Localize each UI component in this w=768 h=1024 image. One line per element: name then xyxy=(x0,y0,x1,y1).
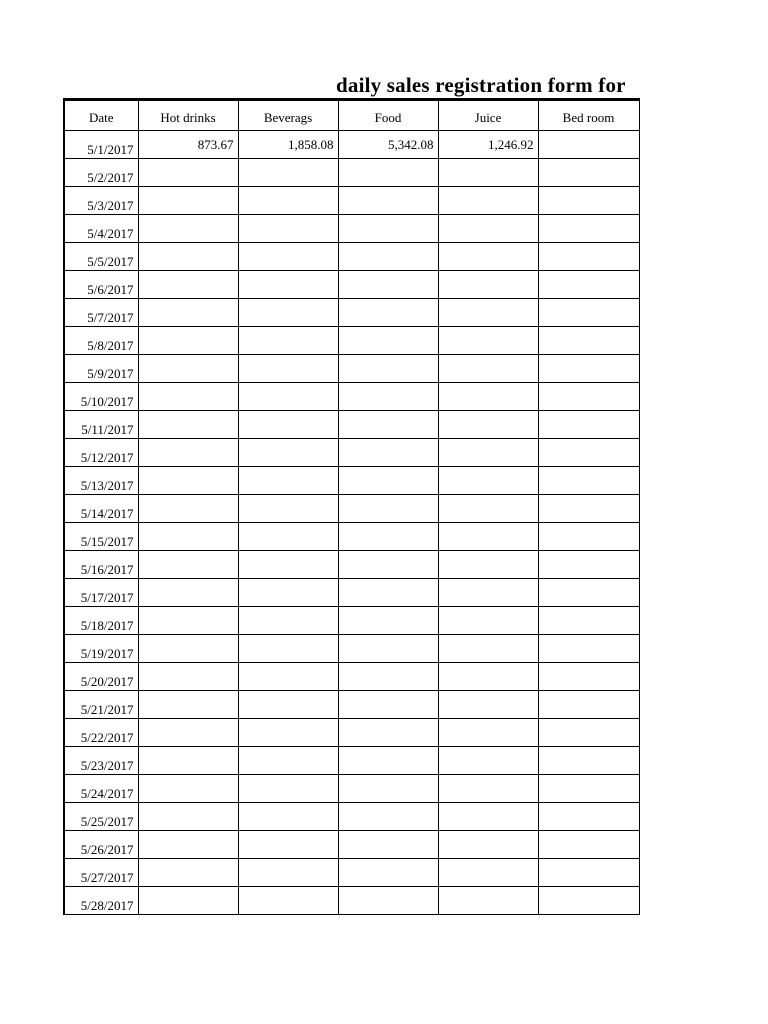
table-row xyxy=(64,495,639,523)
date-cell[interactable]: 5/17/2017 xyxy=(64,579,138,607)
value-cell[interactable] xyxy=(238,495,338,523)
table-row xyxy=(64,551,639,579)
value-cell[interactable] xyxy=(338,383,438,411)
value-cell[interactable] xyxy=(338,271,438,299)
value-cell[interactable] xyxy=(438,719,538,747)
value-cell[interactable] xyxy=(438,271,538,299)
value-cell[interactable] xyxy=(538,159,639,187)
column-header: Date xyxy=(64,100,138,131)
sales-table xyxy=(63,98,640,915)
value-cell[interactable] xyxy=(238,159,338,187)
value-cell[interactable] xyxy=(238,635,338,663)
value-cell[interactable] xyxy=(438,439,538,467)
value-cell[interactable] xyxy=(238,355,338,383)
value-cell[interactable] xyxy=(438,635,538,663)
value-cell[interactable]: 1,246.92 xyxy=(438,131,538,159)
date-cell[interactable]: 5/19/2017 xyxy=(64,635,138,663)
date-cell[interactable]: 5/18/2017 xyxy=(64,607,138,635)
value-cell[interactable] xyxy=(538,327,639,355)
value-cell[interactable] xyxy=(138,635,238,663)
value-cell[interactable] xyxy=(238,719,338,747)
value-cell[interactable] xyxy=(338,579,438,607)
value-cell[interactable] xyxy=(438,859,538,887)
value-cell[interactable] xyxy=(538,691,639,719)
value-cell[interactable] xyxy=(238,551,338,579)
value-cell[interactable] xyxy=(338,747,438,775)
value-cell[interactable] xyxy=(338,215,438,243)
value-cell[interactable] xyxy=(338,187,438,215)
value-cell[interactable] xyxy=(538,523,639,551)
value-cell[interactable] xyxy=(338,831,438,859)
value-cell[interactable] xyxy=(538,187,639,215)
value-cell[interactable] xyxy=(238,579,338,607)
value-cell[interactable] xyxy=(338,859,438,887)
value-cell[interactable] xyxy=(538,439,639,467)
table-row xyxy=(64,579,639,607)
value-cell[interactable] xyxy=(538,243,639,271)
value-cell[interactable] xyxy=(538,775,639,803)
value-cell[interactable] xyxy=(138,439,238,467)
value-cell[interactable] xyxy=(138,243,238,271)
column-header: Juice xyxy=(438,100,538,131)
value-cell[interactable] xyxy=(238,747,338,775)
value-cell[interactable] xyxy=(538,887,639,915)
value-cell[interactable] xyxy=(238,607,338,635)
value-cell[interactable] xyxy=(538,551,639,579)
value-cell[interactable] xyxy=(538,663,639,691)
value-cell[interactable] xyxy=(338,355,438,383)
value-cell[interactable] xyxy=(238,831,338,859)
value-cell[interactable] xyxy=(438,663,538,691)
value-cell[interactable] xyxy=(538,831,639,859)
value-cell[interactable] xyxy=(338,607,438,635)
date-cell[interactable]: 5/28/2017 xyxy=(64,887,138,915)
value-cell[interactable] xyxy=(538,635,639,663)
value-cell[interactable] xyxy=(338,467,438,495)
value-cell[interactable] xyxy=(138,663,238,691)
date-cell[interactable]: 5/15/2017 xyxy=(64,523,138,551)
value-cell[interactable] xyxy=(338,719,438,747)
value-cell[interactable] xyxy=(438,355,538,383)
value-cell[interactable] xyxy=(338,551,438,579)
table-row xyxy=(64,691,639,719)
value-cell[interactable] xyxy=(138,215,238,243)
value-cell[interactable] xyxy=(238,523,338,551)
value-cell[interactable] xyxy=(238,663,338,691)
value-cell[interactable] xyxy=(338,803,438,831)
value-cell[interactable] xyxy=(238,383,338,411)
date-cell[interactable]: 5/26/2017 xyxy=(64,831,138,859)
value-cell[interactable] xyxy=(538,747,639,775)
value-cell[interactable] xyxy=(338,635,438,663)
date-cell[interactable]: 5/20/2017 xyxy=(64,663,138,691)
date-cell[interactable]: 5/3/2017 xyxy=(64,187,138,215)
date-cell[interactable]: 5/8/2017 xyxy=(64,327,138,355)
date-cell[interactable]: 5/24/2017 xyxy=(64,775,138,803)
column-header: Food xyxy=(338,100,438,131)
value-cell[interactable] xyxy=(438,803,538,831)
table-row xyxy=(64,327,639,355)
value-cell[interactable] xyxy=(138,859,238,887)
date-cell[interactable]: 5/7/2017 xyxy=(64,299,138,327)
header-row xyxy=(64,100,639,131)
date-cell[interactable]: 5/25/2017 xyxy=(64,803,138,831)
value-cell[interactable] xyxy=(438,299,538,327)
value-cell[interactable] xyxy=(438,159,538,187)
value-cell[interactable] xyxy=(138,887,238,915)
value-cell[interactable] xyxy=(138,299,238,327)
table-row xyxy=(64,411,639,439)
date-cell[interactable]: 5/10/2017 xyxy=(64,383,138,411)
value-cell[interactable] xyxy=(438,383,538,411)
date-cell[interactable]: 5/12/2017 xyxy=(64,439,138,467)
value-cell[interactable]: 5,342.08 xyxy=(338,131,438,159)
value-cell[interactable] xyxy=(538,719,639,747)
table-row xyxy=(64,187,639,215)
value-cell[interactable] xyxy=(438,523,538,551)
value-cell[interactable] xyxy=(138,495,238,523)
date-cell[interactable]: 5/14/2017 xyxy=(64,495,138,523)
value-cell[interactable] xyxy=(438,411,538,439)
date-cell[interactable]: 5/2/2017 xyxy=(64,159,138,187)
value-cell[interactable] xyxy=(138,579,238,607)
value-cell[interactable] xyxy=(138,523,238,551)
value-cell[interactable] xyxy=(538,495,639,523)
value-cell[interactable] xyxy=(538,467,639,495)
value-cell[interactable] xyxy=(238,803,338,831)
date-cell[interactable]: 5/21/2017 xyxy=(64,691,138,719)
table-row xyxy=(64,439,639,467)
value-cell[interactable] xyxy=(538,411,639,439)
table-row xyxy=(64,859,639,887)
table-row xyxy=(64,719,639,747)
table-row xyxy=(64,607,639,635)
date-cell[interactable]: 5/4/2017 xyxy=(64,215,138,243)
date-cell[interactable]: 5/11/2017 xyxy=(64,411,138,439)
value-cell[interactable] xyxy=(138,411,238,439)
table-row xyxy=(64,355,639,383)
value-cell[interactable] xyxy=(238,299,338,327)
value-cell[interactable] xyxy=(138,187,238,215)
date-cell[interactable]: 5/9/2017 xyxy=(64,355,138,383)
value-cell[interactable] xyxy=(138,747,238,775)
table-row xyxy=(64,131,639,159)
date-cell[interactable]: 5/13/2017 xyxy=(64,467,138,495)
value-cell[interactable] xyxy=(538,607,639,635)
table-row xyxy=(64,243,639,271)
date-cell[interactable]: 5/5/2017 xyxy=(64,243,138,271)
value-cell[interactable] xyxy=(338,159,438,187)
value-cell[interactable] xyxy=(438,691,538,719)
value-cell[interactable] xyxy=(338,327,438,355)
table-row xyxy=(64,299,639,327)
value-cell[interactable] xyxy=(138,383,238,411)
value-cell[interactable] xyxy=(138,271,238,299)
date-cell[interactable]: 5/1/2017 xyxy=(64,131,138,159)
value-cell[interactable] xyxy=(438,775,538,803)
title-area xyxy=(63,70,638,100)
value-cell[interactable] xyxy=(538,579,639,607)
value-cell[interactable] xyxy=(438,243,538,271)
value-cell[interactable] xyxy=(238,215,338,243)
value-cell[interactable] xyxy=(238,271,338,299)
table-row xyxy=(64,159,639,187)
value-cell[interactable] xyxy=(138,831,238,859)
value-cell[interactable] xyxy=(538,803,639,831)
value-cell[interactable] xyxy=(438,831,538,859)
value-cell[interactable] xyxy=(538,355,639,383)
table-row xyxy=(64,383,639,411)
value-cell[interactable]: 1,858.08 xyxy=(238,131,338,159)
value-cell[interactable] xyxy=(238,439,338,467)
table-body xyxy=(64,131,639,915)
column-header: Hot drinks xyxy=(138,100,238,131)
value-cell[interactable] xyxy=(338,299,438,327)
value-cell[interactable] xyxy=(438,747,538,775)
value-cell[interactable] xyxy=(538,383,639,411)
date-cell[interactable]: 5/16/2017 xyxy=(64,551,138,579)
table-row xyxy=(64,775,639,803)
value-cell[interactable] xyxy=(238,243,338,271)
value-cell[interactable] xyxy=(538,131,639,159)
value-cell[interactable] xyxy=(238,859,338,887)
value-cell[interactable] xyxy=(438,327,538,355)
value-cell[interactable] xyxy=(538,271,639,299)
value-cell[interactable] xyxy=(238,467,338,495)
value-cell[interactable] xyxy=(538,215,639,243)
value-cell[interactable] xyxy=(338,439,438,467)
value-cell[interactable] xyxy=(438,607,538,635)
date-cell[interactable]: 5/23/2017 xyxy=(64,747,138,775)
value-cell[interactable] xyxy=(138,551,238,579)
value-cell[interactable] xyxy=(138,327,238,355)
value-cell[interactable] xyxy=(338,887,438,915)
value-cell[interactable] xyxy=(138,691,238,719)
value-cell[interactable] xyxy=(238,187,338,215)
value-cell[interactable] xyxy=(138,467,238,495)
value-cell[interactable] xyxy=(138,719,238,747)
column-header: Bed room xyxy=(538,100,639,131)
value-cell[interactable] xyxy=(138,159,238,187)
value-cell[interactable] xyxy=(438,887,538,915)
value-cell[interactable] xyxy=(438,495,538,523)
table-row xyxy=(64,663,639,691)
value-cell[interactable] xyxy=(138,775,238,803)
value-cell[interactable] xyxy=(238,691,338,719)
table-row xyxy=(64,831,639,859)
value-cell[interactable] xyxy=(138,607,238,635)
table-row xyxy=(64,747,639,775)
value-cell[interactable] xyxy=(138,355,238,383)
value-cell[interactable] xyxy=(438,467,538,495)
value-cell[interactable] xyxy=(238,887,338,915)
date-cell[interactable]: 5/22/2017 xyxy=(64,719,138,747)
value-cell[interactable] xyxy=(438,579,538,607)
table-row xyxy=(64,467,639,495)
value-cell[interactable] xyxy=(338,411,438,439)
value-cell[interactable] xyxy=(338,775,438,803)
table-row xyxy=(64,271,639,299)
table-row xyxy=(64,803,639,831)
value-cell[interactable] xyxy=(338,663,438,691)
value-cell[interactable] xyxy=(238,775,338,803)
value-cell[interactable] xyxy=(538,299,639,327)
table-row xyxy=(64,215,639,243)
value-cell[interactable] xyxy=(438,551,538,579)
value-cell[interactable]: 873.67 xyxy=(138,131,238,159)
value-cell[interactable] xyxy=(538,859,639,887)
table-header xyxy=(64,100,639,131)
form-title: daily sales registration form for xyxy=(336,73,626,97)
value-cell[interactable] xyxy=(138,803,238,831)
date-cell[interactable]: 5/6/2017 xyxy=(64,271,138,299)
table-row xyxy=(64,635,639,663)
table-row xyxy=(64,523,639,551)
value-cell[interactable] xyxy=(438,215,538,243)
value-cell[interactable] xyxy=(238,327,338,355)
table-row xyxy=(64,887,639,915)
value-cell[interactable] xyxy=(338,243,438,271)
value-cell[interactable] xyxy=(438,187,538,215)
value-cell[interactable] xyxy=(238,411,338,439)
value-cell[interactable] xyxy=(338,495,438,523)
date-cell[interactable]: 5/27/2017 xyxy=(64,859,138,887)
value-cell[interactable] xyxy=(338,691,438,719)
value-cell[interactable] xyxy=(338,523,438,551)
column-header: Beverags xyxy=(238,100,338,131)
